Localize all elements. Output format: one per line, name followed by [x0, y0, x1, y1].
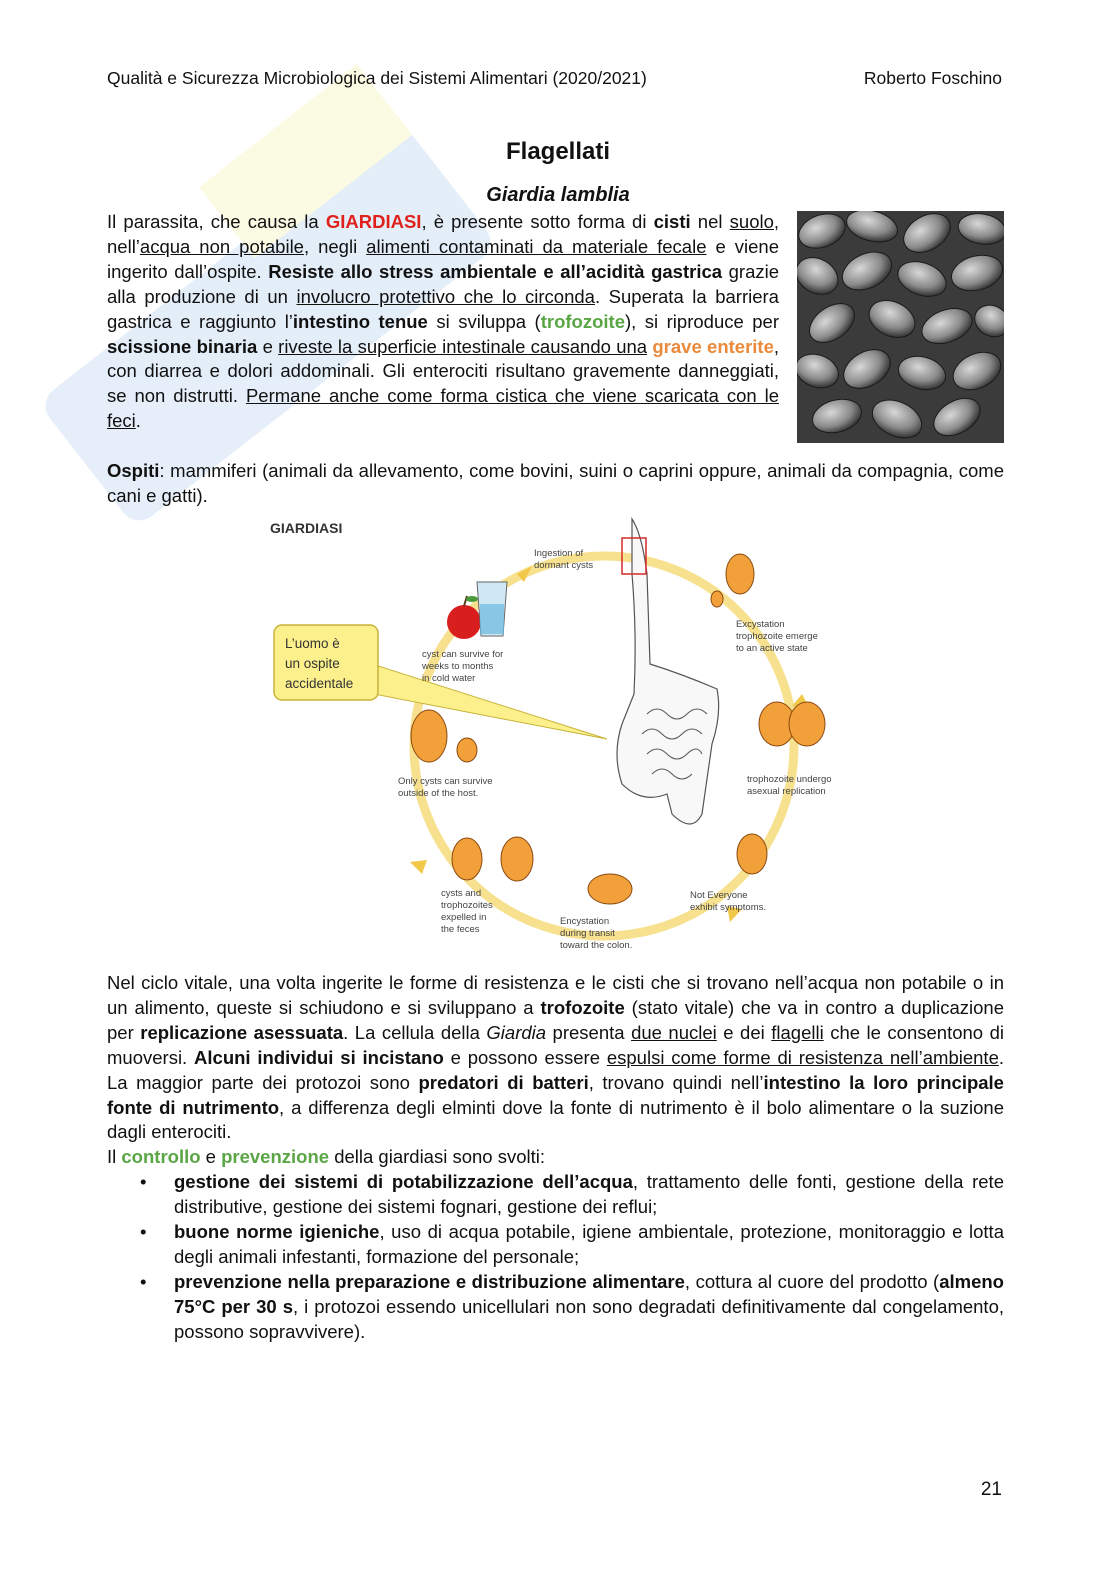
water-glass-icon	[477, 582, 507, 636]
text-run: , uso di acqua potabile, igiene ambientale, protezione, monitoraggio e lotta degli animali infestanti, formazione del personale;	[174, 1221, 1004, 1267]
text-run: e possono essere	[443, 1046, 607, 1068]
text-run: e	[200, 1146, 222, 1168]
text-run: , nell’	[107, 211, 780, 257]
text-run: , negli	[303, 235, 367, 257]
text-run: .	[135, 410, 141, 432]
highlight-controllo: controllo	[121, 1146, 201, 1168]
list-item	[107, 1220, 1004, 1270]
italic-term: Giardia	[486, 1021, 547, 1043]
text-run: e viene ingerito dall’ospite.	[107, 235, 779, 282]
text-run: presenta	[546, 1021, 632, 1043]
underlined-term: espulsi come forme di resistenza nell’ambiente	[606, 1046, 999, 1068]
bold-term: almeno 75°C per 30 s	[174, 1270, 1004, 1317]
underlined-term: flagelli	[771, 1021, 824, 1043]
giardiasi-life-cycle-diagram	[262, 514, 862, 954]
bold-term: cisti	[653, 211, 691, 232]
bold-term: prevenzione nella preparazione e distribuzione alimentare	[174, 1270, 685, 1292]
section-subtitle: Giardia lamblia	[486, 184, 630, 206]
underlined-term: Permane anche come forma cistica che viene scaricata con le feci	[107, 385, 779, 432]
label-cyst-survive: cyst can survive for weeks to months in cold water	[422, 649, 504, 684]
text-run: . La maggior parte dei protozoi sono	[107, 1046, 1004, 1093]
underlined-term: suolo	[729, 211, 774, 232]
label-not-everyone: Not Everyone exhibit symptoms.	[690, 890, 767, 913]
text-run: Il parassita, che causa la	[107, 211, 326, 232]
label-excystation: Excystation trophozoite emerge to an active state	[736, 619, 818, 654]
bullet-icon: •	[140, 1221, 147, 1243]
text-run: . Superata la barriera gastrica e raggiunto l’	[107, 285, 779, 332]
bold-term: scissione binaria	[107, 335, 258, 357]
underlined-term: acqua non potabile	[139, 235, 304, 257]
life-cycle-section	[107, 971, 1004, 1345]
label-only-cysts: Only cysts can survive outside of the host.	[398, 776, 493, 799]
label-ingestion: Ingestion of dormant cysts	[534, 548, 594, 571]
diagram-title: GIARDIASI	[270, 520, 343, 536]
section-title: Flagellati	[505, 138, 611, 165]
text-run: nel	[690, 211, 730, 232]
highlight-prevenzione: prevenzione	[221, 1146, 330, 1168]
text-run: , i protozoi essendo unicellulari non sono degradati definitivamente dal congelamento, possono sopravvivere).	[174, 1295, 1005, 1342]
header-author: Roberto Foschino	[863, 68, 1002, 88]
underlined-term: riveste la superficie intestinale causando una	[278, 335, 648, 357]
text-run: si sviluppa (	[427, 310, 541, 332]
callout-text: L’uomo è un ospite accidentale	[285, 636, 354, 691]
bold-term: buone norme igieniche	[174, 1221, 380, 1243]
highlight-giardiasi: GIARDIASI	[325, 211, 422, 232]
label-encystation: Encystation during transit toward the colon.	[560, 916, 633, 951]
bullet-icon: •	[140, 1270, 147, 1292]
life-cycle-paragraph	[107, 971, 1004, 1145]
text-run: e	[257, 335, 279, 357]
bullet-icon: •	[140, 1171, 147, 1193]
highlight-trofozoite: trofozoite	[540, 310, 625, 332]
text-run: , cottura al cuore del prodotto (	[684, 1270, 940, 1292]
bold-term: trofozoite	[540, 996, 625, 1018]
list-item	[107, 1270, 1004, 1345]
control-paragraph	[107, 1145, 1004, 1170]
control-measures-list	[107, 1170, 1004, 1344]
hosts-label: Ospiti	[107, 460, 160, 481]
text-run: che le consentono di muoversi.	[107, 1021, 1004, 1068]
text-run: , è presente sotto forma di	[421, 211, 654, 232]
bold-term: Resiste allo stress ambientale e all’acidità gastrica	[268, 260, 723, 282]
bold-term: replicazione asessuata	[140, 1021, 344, 1043]
bold-term: Alcuni individui si incistano	[194, 1046, 444, 1068]
hosts-text: : mammiferi (animali da allevamento, come bovini, suini o caprini oppure, animali da compagnia, come cani e gatti).	[107, 460, 1004, 506]
highlight-grave-enterite: grave enterite	[652, 335, 774, 357]
text-run: Il	[107, 1146, 122, 1168]
bold-term: predatori di batteri	[418, 1071, 589, 1093]
text-run: . La cellula della	[343, 1021, 487, 1043]
underlined-term: involucro protettivo che lo circonda	[296, 285, 595, 307]
text-run: , trattamento delle fonti, gestione della rete distributive, gestione dei sistemi fognari, gestione dei reflui;	[174, 1171, 1004, 1218]
bold-term: intestino la loro principale fonte di nutrimento	[107, 1071, 1004, 1118]
text-run: e dei	[716, 1021, 772, 1043]
label-expelled: cysts and trophozoites expelled in the feces	[441, 888, 493, 935]
text-run: , trovano quindi nell’	[588, 1071, 764, 1093]
text-run: ), si riproduce per	[625, 310, 780, 332]
text-run: Nel ciclo vitale, una volta ingerite le forme di resistenza e le cisti che si trovano nell’acqua non potabile o in un alimento, queste si schiudono e si sviluppano a	[107, 972, 1004, 1018]
giardia-micrograph	[797, 211, 1004, 443]
text-run: grazie alla produzione di un	[107, 260, 780, 307]
bold-term: gestione dei sistemi di potabilizzazione dell’acqua	[174, 1171, 633, 1193]
text-run: (stato vitale) che va in contro a duplicazione per	[107, 996, 1005, 1043]
text-run: , a differenza degli elminti dove la fonte di nutrimento è il bolo alimentare o la suzione dagli enterociti.	[107, 1096, 1004, 1143]
cycle-arrow	[410, 860, 427, 874]
text-run: , con diarrea e dolori addominali. Gli enterociti risultano gravemente danneggiati, se non distrutti.	[107, 335, 779, 407]
list-item	[107, 1170, 1004, 1220]
underlined-term: due nuclei	[631, 1021, 717, 1043]
intro-paragraph	[107, 210, 779, 434]
callout-pointer	[372, 664, 607, 739]
underlined-term: alimenti contaminati da materiale fecale	[366, 235, 707, 257]
header-course-title: Qualità e Sicurezza Microbiologica dei Sistemi Alimentari (2020/2021)	[107, 68, 647, 88]
bold-term: intestino tenue	[292, 310, 428, 332]
hosts-paragraph	[107, 459, 1004, 508]
page-number: 21	[980, 1479, 1002, 1500]
text-run: della giardiasi sono svolti:	[329, 1146, 546, 1168]
label-troph-replication: trophozoite undergo asexual replication	[747, 774, 832, 797]
